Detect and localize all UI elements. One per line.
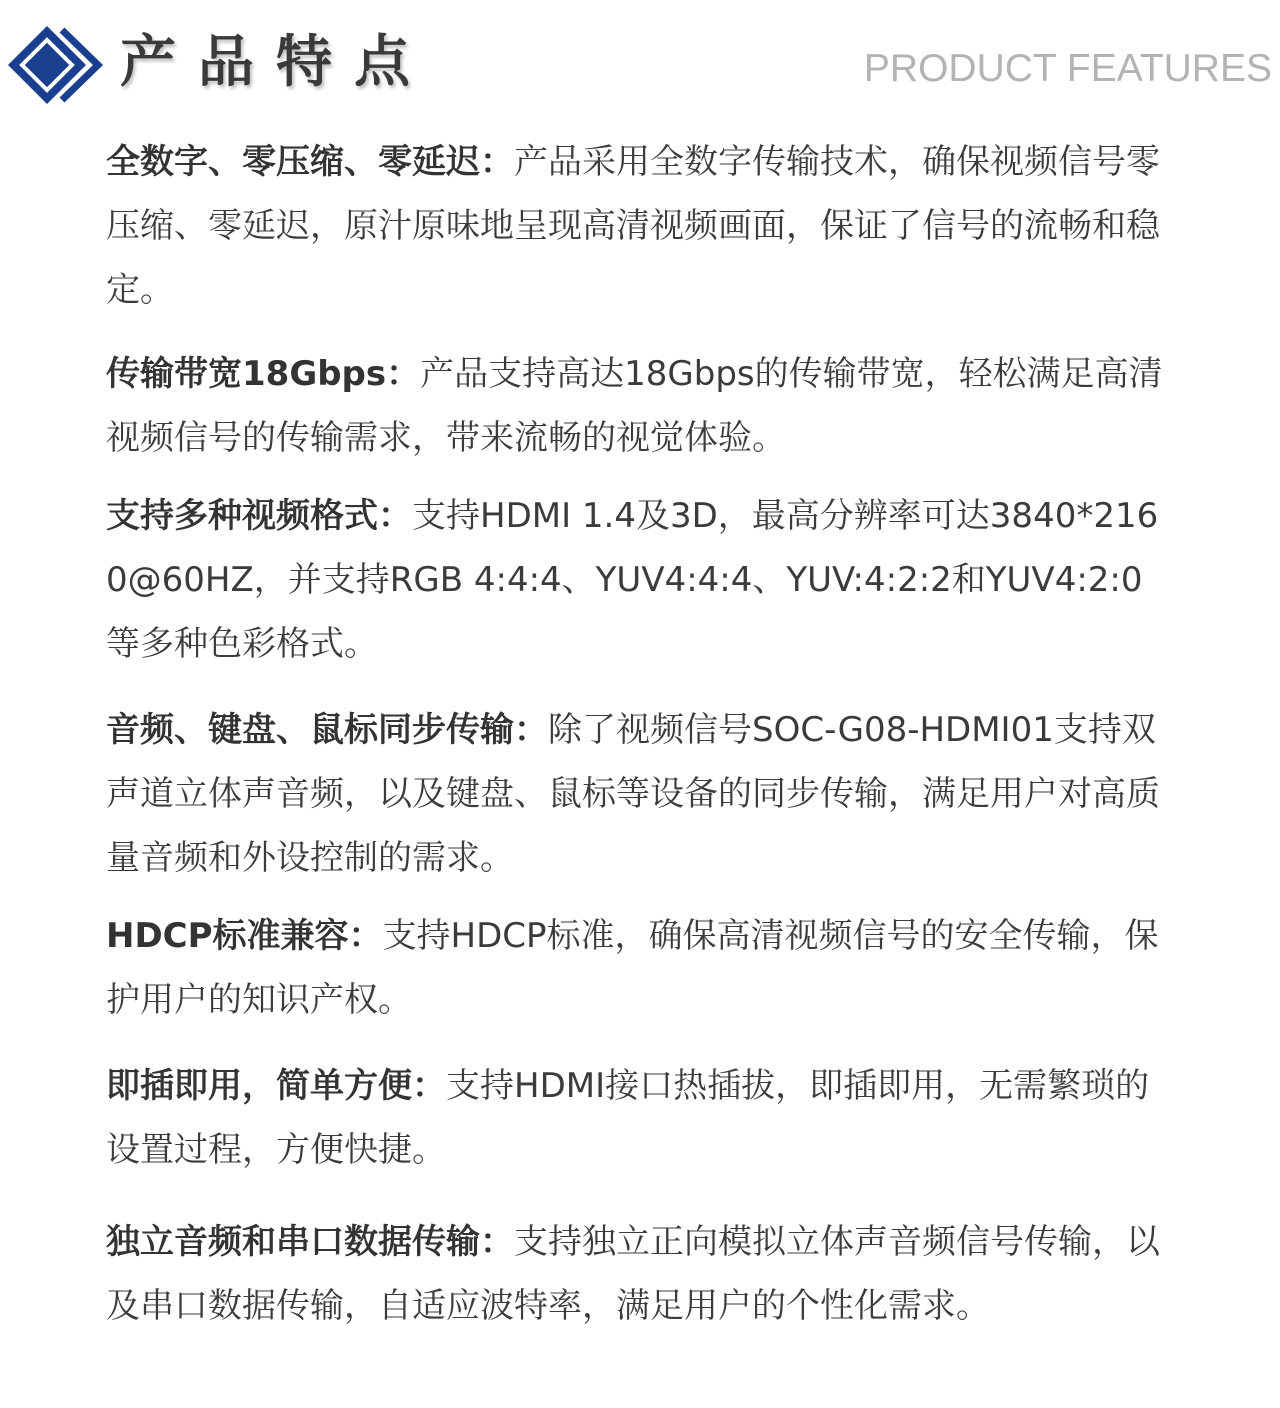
diamond-logo-icon: [0, 22, 110, 108]
section-title-english: PRODUCT FEATURES: [863, 47, 1272, 90]
feature-item: [106, 1210, 1166, 1338]
feature-description: 支持独立正向模拟立体声音频信号传输，以及串口数据传输，自适应波特率，满足用户的个性化需求。: [106, 1222, 1160, 1326]
feature-item: [106, 698, 1166, 890]
feature-item: [106, 342, 1166, 470]
feature-label: 即插即用，简单方便：: [106, 1066, 446, 1106]
feature-label: 全数字、零压缩、零延迟：: [106, 142, 514, 182]
feature-description: 产品采用全数字传输技术，确保视频信号零压缩、零延迟，原汁原味地呈现高清视频画面，保证了信号的流畅和稳定。: [106, 142, 1160, 310]
feature-description: 支持HDMI接口热插拔，即插即用，无需繁琐的设置过程，方便快捷。: [106, 1066, 1150, 1170]
feature-item: [106, 904, 1166, 1032]
feature-label: HDCP标准兼容：: [106, 916, 383, 956]
feature-label: 独立音频和串口数据传输：: [106, 1222, 514, 1262]
feature-description: 支持HDCP标准，确保高清视频信号的安全传输，保护用户的知识产权。: [106, 916, 1159, 1020]
feature-list: [106, 130, 1166, 1338]
section-title: 产品特点: [120, 30, 432, 95]
section-header: [0, 0, 1280, 120]
feature-description: 产品支持高达18Gbps的传输带宽，轻松满足高清视频信号的传输需求，带来流畅的视觉体验。: [106, 354, 1163, 458]
feature-item: [106, 130, 1166, 322]
feature-description: 支持HDMI 1.4及3D，最高分辨率可达3840*2160@60HZ，并支持RGB 4:4:4、YUV4:4:4、YUV:4:2:2和YUV4:2:0等多种色彩格式。: [106, 496, 1159, 664]
feature-label: 传输带宽18Gbps：: [106, 354, 421, 394]
feature-item: [106, 1054, 1166, 1182]
feature-description: 除了视频信号SOC-G08-HDMI01支持双声道立体声音频，以及键盘、鼠标等设备的同步传输，满足用户对高质量音频和外设控制的需求。: [106, 710, 1160, 878]
feature-item: [106, 484, 1166, 676]
feature-label: 音频、键盘、鼠标同步传输：: [106, 710, 548, 750]
feature-label: 支持多种视频格式：: [106, 496, 412, 536]
